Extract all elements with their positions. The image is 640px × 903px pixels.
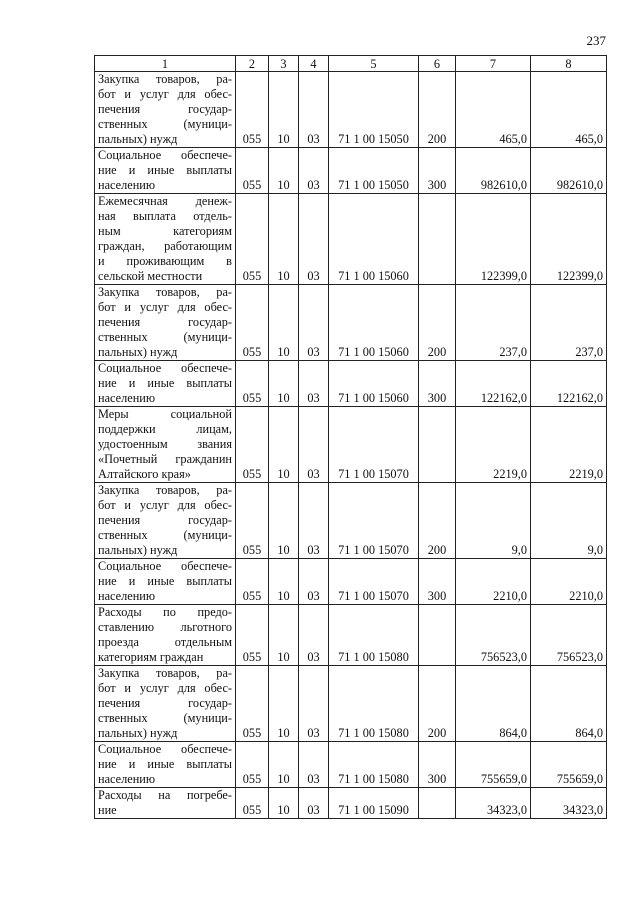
expense-name-line: печения государ- <box>98 513 232 527</box>
cell-expense-name <box>95 148 236 194</box>
expense-name-line: Закупка товаров, ра- <box>98 285 232 299</box>
cell-ministry-code: 055 <box>236 361 269 407</box>
table-row <box>95 407 607 483</box>
expense-name-line: пальных) нужд <box>98 345 178 359</box>
cell-amount-col7: 864,0 <box>456 666 531 742</box>
expense-name-line: бот и услуг для обес- <box>98 87 232 101</box>
cell-amount-col7: 9,0 <box>456 483 531 559</box>
expense-name-line: Меры социальной <box>98 407 232 421</box>
expense-name-line: ние и иные выплаты <box>98 757 232 771</box>
cell-amount-col7: 2210,0 <box>456 559 531 605</box>
expense-name-line: удостоенным звания <box>98 437 232 451</box>
cell-ministry-code: 055 <box>236 483 269 559</box>
header-cell: 6 <box>419 56 456 72</box>
cell-target-article: 71 1 00 15050 <box>329 148 419 194</box>
expense-name-line: ная выплата отдель- <box>98 209 232 223</box>
cell-subsection: 03 <box>299 194 329 285</box>
cell-ministry-code: 055 <box>236 407 269 483</box>
cell-expense-name <box>95 483 236 559</box>
cell-expense-name <box>95 742 236 788</box>
budget-table <box>94 55 607 819</box>
expense-name-line: и проживающим в <box>98 254 232 268</box>
header-row <box>95 56 607 72</box>
cell-section: 10 <box>269 72 299 148</box>
cell-section: 10 <box>269 742 299 788</box>
expense-name-line: ставлению льготного <box>98 620 232 634</box>
table-row <box>95 285 607 361</box>
cell-amount-col7: 122399,0 <box>456 194 531 285</box>
cell-expense-type <box>419 788 456 819</box>
cell-section: 10 <box>269 605 299 666</box>
cell-expense-type: 300 <box>419 742 456 788</box>
expense-name-line: ным категориям <box>98 224 232 238</box>
cell-amount-col7: 122162,0 <box>456 361 531 407</box>
expense-name-line: Расходы на погребе- <box>98 788 232 802</box>
cell-expense-type: 200 <box>419 72 456 148</box>
table-row <box>95 788 607 819</box>
cell-expense-type <box>419 194 456 285</box>
cell-expense-name <box>95 605 236 666</box>
cell-ministry-code: 055 <box>236 285 269 361</box>
cell-ministry-code: 055 <box>236 148 269 194</box>
table-row <box>95 666 607 742</box>
expense-name-line: бот и услуг для обес- <box>98 681 232 695</box>
cell-amount-col7: 756523,0 <box>456 605 531 666</box>
cell-amount-col8: 2210,0 <box>531 559 607 605</box>
cell-amount-col8: 465,0 <box>531 72 607 148</box>
cell-expense-type: 200 <box>419 666 456 742</box>
cell-subsection: 03 <box>299 407 329 483</box>
cell-section: 10 <box>269 559 299 605</box>
cell-section: 10 <box>269 361 299 407</box>
expense-name-line: печения государ- <box>98 102 232 116</box>
cell-section: 10 <box>269 483 299 559</box>
table-row <box>95 361 607 407</box>
cell-subsection: 03 <box>299 361 329 407</box>
expense-name-line: пальных) нужд <box>98 726 178 740</box>
cell-expense-type: 300 <box>419 361 456 407</box>
cell-target-article: 71 1 00 15060 <box>329 285 419 361</box>
table-row <box>95 559 607 605</box>
expense-name-line: ственных (муници- <box>98 528 232 542</box>
cell-amount-col8: 122162,0 <box>531 361 607 407</box>
cell-expense-name <box>95 788 236 819</box>
header-cell: 8 <box>531 56 607 72</box>
expense-name-line: Закупка товаров, ра- <box>98 72 232 86</box>
expense-name-line: печения государ- <box>98 696 232 710</box>
expense-name-line: Закупка товаров, ра- <box>98 666 232 680</box>
cell-expense-name <box>95 407 236 483</box>
cell-section: 10 <box>269 407 299 483</box>
cell-subsection: 03 <box>299 285 329 361</box>
cell-subsection: 03 <box>299 742 329 788</box>
expense-name-line: проезда отдельным <box>98 635 232 649</box>
cell-subsection: 03 <box>299 559 329 605</box>
cell-expense-name <box>95 361 236 407</box>
cell-amount-col8: 9,0 <box>531 483 607 559</box>
cell-target-article: 71 1 00 15070 <box>329 559 419 605</box>
cell-target-article: 71 1 00 15070 <box>329 407 419 483</box>
expense-name-line: Социальное обеспече- <box>98 742 232 756</box>
cell-amount-col8: 864,0 <box>531 666 607 742</box>
expense-name-line: Расходы по предо- <box>98 605 232 619</box>
expense-name-line: печения государ- <box>98 315 232 329</box>
cell-ministry-code: 055 <box>236 605 269 666</box>
cell-ministry-code: 055 <box>236 742 269 788</box>
cell-amount-col8: 237,0 <box>531 285 607 361</box>
expense-name-line: Закупка товаров, ра- <box>98 483 232 497</box>
cell-expense-type <box>419 605 456 666</box>
expense-name-line: ние <box>98 803 117 817</box>
cell-subsection: 03 <box>299 483 329 559</box>
cell-amount-col7: 2219,0 <box>456 407 531 483</box>
cell-target-article: 71 1 00 15090 <box>329 788 419 819</box>
cell-target-article: 71 1 00 15080 <box>329 666 419 742</box>
expense-name-line: граждан, работающим <box>98 239 232 253</box>
expense-name-line: Ежемесячная денеж- <box>98 194 232 208</box>
cell-target-article: 71 1 00 15070 <box>329 483 419 559</box>
expense-name-line: Социальное обеспече- <box>98 559 232 573</box>
cell-ministry-code: 055 <box>236 194 269 285</box>
expense-name-line: населению <box>98 391 156 405</box>
cell-amount-col8: 122399,0 <box>531 194 607 285</box>
expense-name-line: ние и иные выплаты <box>98 376 232 390</box>
header-cell: 1 <box>95 56 236 72</box>
header-cell: 3 <box>269 56 299 72</box>
cell-ministry-code: 055 <box>236 788 269 819</box>
cell-section: 10 <box>269 148 299 194</box>
expense-name-line: ственных (муници- <box>98 117 232 131</box>
cell-target-article: 71 1 00 15060 <box>329 194 419 285</box>
expense-name-line: Социальное обеспече- <box>98 148 232 162</box>
header-cell: 4 <box>299 56 329 72</box>
table-row <box>95 605 607 666</box>
expense-name-line: Социальное обеспече- <box>98 361 232 375</box>
cell-target-article: 71 1 00 15060 <box>329 361 419 407</box>
cell-amount-col7: 34323,0 <box>456 788 531 819</box>
expense-name-line: ние и иные выплаты <box>98 574 232 588</box>
table-row <box>95 483 607 559</box>
header-cell: 2 <box>236 56 269 72</box>
expense-name-line: ние и иные выплаты <box>98 163 232 177</box>
expense-name-line: сельской местности <box>98 269 203 283</box>
expense-name-line: населению <box>98 772 156 786</box>
expense-name-line: «Почетный гражданин <box>98 452 232 466</box>
cell-amount-col8: 755659,0 <box>531 742 607 788</box>
expense-name-line: пальных) нужд <box>98 132 178 146</box>
expense-name-line: бот и услуг для обес- <box>98 300 232 314</box>
cell-target-article: 71 1 00 15080 <box>329 742 419 788</box>
expense-name-line: населению <box>98 178 156 192</box>
cell-section: 10 <box>269 285 299 361</box>
expense-name-line: населению <box>98 589 156 603</box>
table-row <box>95 148 607 194</box>
cell-expense-type: 200 <box>419 285 456 361</box>
cell-amount-col8: 982610,0 <box>531 148 607 194</box>
cell-expense-type: 300 <box>419 148 456 194</box>
cell-amount-col8: 2219,0 <box>531 407 607 483</box>
cell-amount-col7: 237,0 <box>456 285 531 361</box>
cell-subsection: 03 <box>299 605 329 666</box>
cell-amount-col8: 756523,0 <box>531 605 607 666</box>
cell-expense-type: 300 <box>419 559 456 605</box>
cell-expense-name <box>95 559 236 605</box>
cell-amount-col7: 465,0 <box>456 72 531 148</box>
table-row <box>95 194 607 285</box>
cell-subsection: 03 <box>299 788 329 819</box>
expense-name-line: ственных (муници- <box>98 711 232 725</box>
cell-ministry-code: 055 <box>236 559 269 605</box>
cell-amount-col7: 982610,0 <box>456 148 531 194</box>
cell-expense-type: 200 <box>419 483 456 559</box>
cell-expense-name <box>95 285 236 361</box>
cell-amount-col7: 755659,0 <box>456 742 531 788</box>
cell-target-article: 71 1 00 15050 <box>329 72 419 148</box>
expense-name-line: бот и услуг для обес- <box>98 498 232 512</box>
cell-section: 10 <box>269 666 299 742</box>
expense-name-line: ственных (муници- <box>98 330 232 344</box>
expense-name-line: поддержки лицам, <box>98 422 232 436</box>
expense-name-line: пальных) нужд <box>98 543 178 557</box>
cell-target-article: 71 1 00 15080 <box>329 605 419 666</box>
table-row <box>95 72 607 148</box>
cell-expense-name <box>95 666 236 742</box>
cell-subsection: 03 <box>299 666 329 742</box>
header-cell: 5 <box>329 56 419 72</box>
cell-ministry-code: 055 <box>236 72 269 148</box>
cell-ministry-code: 055 <box>236 666 269 742</box>
expense-name-line: Алтайского края» <box>98 467 191 481</box>
cell-section: 10 <box>269 788 299 819</box>
page-number: 237 <box>586 33 606 48</box>
cell-amount-col8: 34323,0 <box>531 788 607 819</box>
cell-subsection: 03 <box>299 148 329 194</box>
cell-expense-name <box>95 194 236 285</box>
header-cell: 7 <box>456 56 531 72</box>
cell-subsection: 03 <box>299 72 329 148</box>
cell-expense-type <box>419 407 456 483</box>
expense-name-line: категориям граждан <box>98 650 204 664</box>
table-row <box>95 742 607 788</box>
cell-expense-name <box>95 72 236 148</box>
cell-section: 10 <box>269 194 299 285</box>
